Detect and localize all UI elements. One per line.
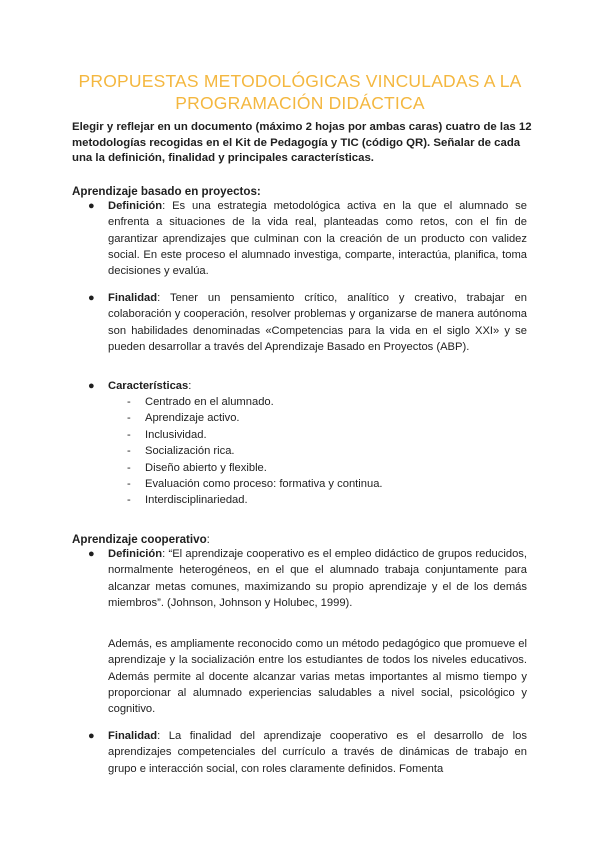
bullet-icon: ● — [88, 200, 95, 212]
coop-definicion-label: Definición — [108, 548, 163, 560]
dash-icon: - — [127, 412, 131, 425]
bullet-icon: ● — [88, 292, 95, 304]
coop-finalidad-label: Finalidad — [108, 730, 158, 742]
dash-icon: - — [127, 428, 131, 441]
coop-finalidad-text: : La finalidad del aprendizaje cooperativo es el desarrollo de los aprendizajes competenciales del currículo a través de dinámicas de trabajo en grupo e interacción social, con roles claramente definidos. Fomenta — [108, 730, 527, 775]
list-item: - Socialización rica. — [127, 443, 383, 459]
list-item: - Inclusividad. — [127, 427, 383, 443]
section-heading-cooperativo: Aprendizaje cooperativo: — [72, 533, 210, 546]
list-item: - Aprendizaje activo. — [127, 410, 383, 426]
abp-finalidad-label: Finalidad — [108, 292, 158, 304]
dash-icon: - — [127, 396, 131, 408]
bullet-icon: ● — [88, 380, 95, 392]
abp-caracteristicas-list — [127, 394, 383, 509]
dash-icon: - — [127, 445, 131, 458]
abp-caracteristicas-item: ● Características: — [90, 378, 527, 394]
bullet-icon: ● — [88, 730, 95, 742]
coop-definicion-item — [90, 546, 527, 611]
coop-finalidad-item — [90, 728, 527, 777]
dash-icon: - — [127, 478, 131, 491]
coop-definicion-text: : “El aprendizaje cooperativo es el empleo didáctico de grupos reducidos, normalmente heterogéneos, en el que el alumnado trabaja conjuntamente para alcanzar metas comunes, maximizando su propio aprendizaje y el de los demás miembros”. (Johnson, Johnson y Holubec, 1999). — [108, 548, 527, 609]
page-title: PROPUESTAS METODOLÓGICAS VINCULADAS A LA PROGRAMACIÓN DIDÁCTICA — [78, 71, 522, 113]
list-item: - Evaluación como proceso: formativa y continua. — [127, 476, 383, 492]
abp-caracteristicas-label: Características — [108, 380, 189, 392]
abp-finalidad-text: : Tener un pensamiento crítico, analítico y creativo, trabajar en colaboración y cooperación, resolver problemas y organizarse de manera autónoma son habilidades denominadas «Competencias para la vida en el siglo XXI» y se pueden desarrollar a través del Aprendizaje Basado en Proyectos (ABP). — [108, 292, 527, 353]
coop-definicion-paragraph: Además, es ampliamente reconocido como un método pedagógico que promueve el aprendizaje y la socialización entre los estudiantes de todos los niveles educativos. Además permite al docente alcanzar varias metas importantes al mismo tiempo y proporcionar al alumnado experiencias saludables a nivel social, psicológico y cognitivo. — [108, 638, 527, 716]
list-item: - Diseño abierto y flexible. — [127, 460, 383, 476]
dash-icon: - — [127, 494, 131, 507]
abp-definicion-item — [90, 198, 527, 279]
list-item: - Interdisciplinariedad. — [127, 492, 383, 508]
bullet-icon: ● — [88, 548, 95, 560]
abp-finalidad-item — [90, 290, 527, 355]
abp-definicion-text: : Es una estrategia metodológica activa en la que el alumnado se enfrenta a situaciones de la vida real, planteadas como retos, con el fin de garantizar aprendizajes que culminan con la creación de un producto con validez social. En este proceso el alumnado investiga, comparte, interactúa, planifica, toma decisiones y evalúa. — [108, 200, 527, 278]
assignment-instructions: Elegir y reflejar en un documento (máximo 2 hojas por ambas caras) cuatro de las 12 metodologías recogidas en el Kit de Pedagogía y TIC (código QR). Señalar de cada una la definición, finalidad y principales características. — [72, 121, 532, 164]
abp-definicion-label: Definición — [108, 200, 163, 212]
dash-icon: - — [127, 461, 131, 474]
section-heading-abp: Aprendizaje basado en proyectos: — [72, 185, 261, 198]
list-item: - Centrado en el alumnado. — [127, 394, 383, 410]
